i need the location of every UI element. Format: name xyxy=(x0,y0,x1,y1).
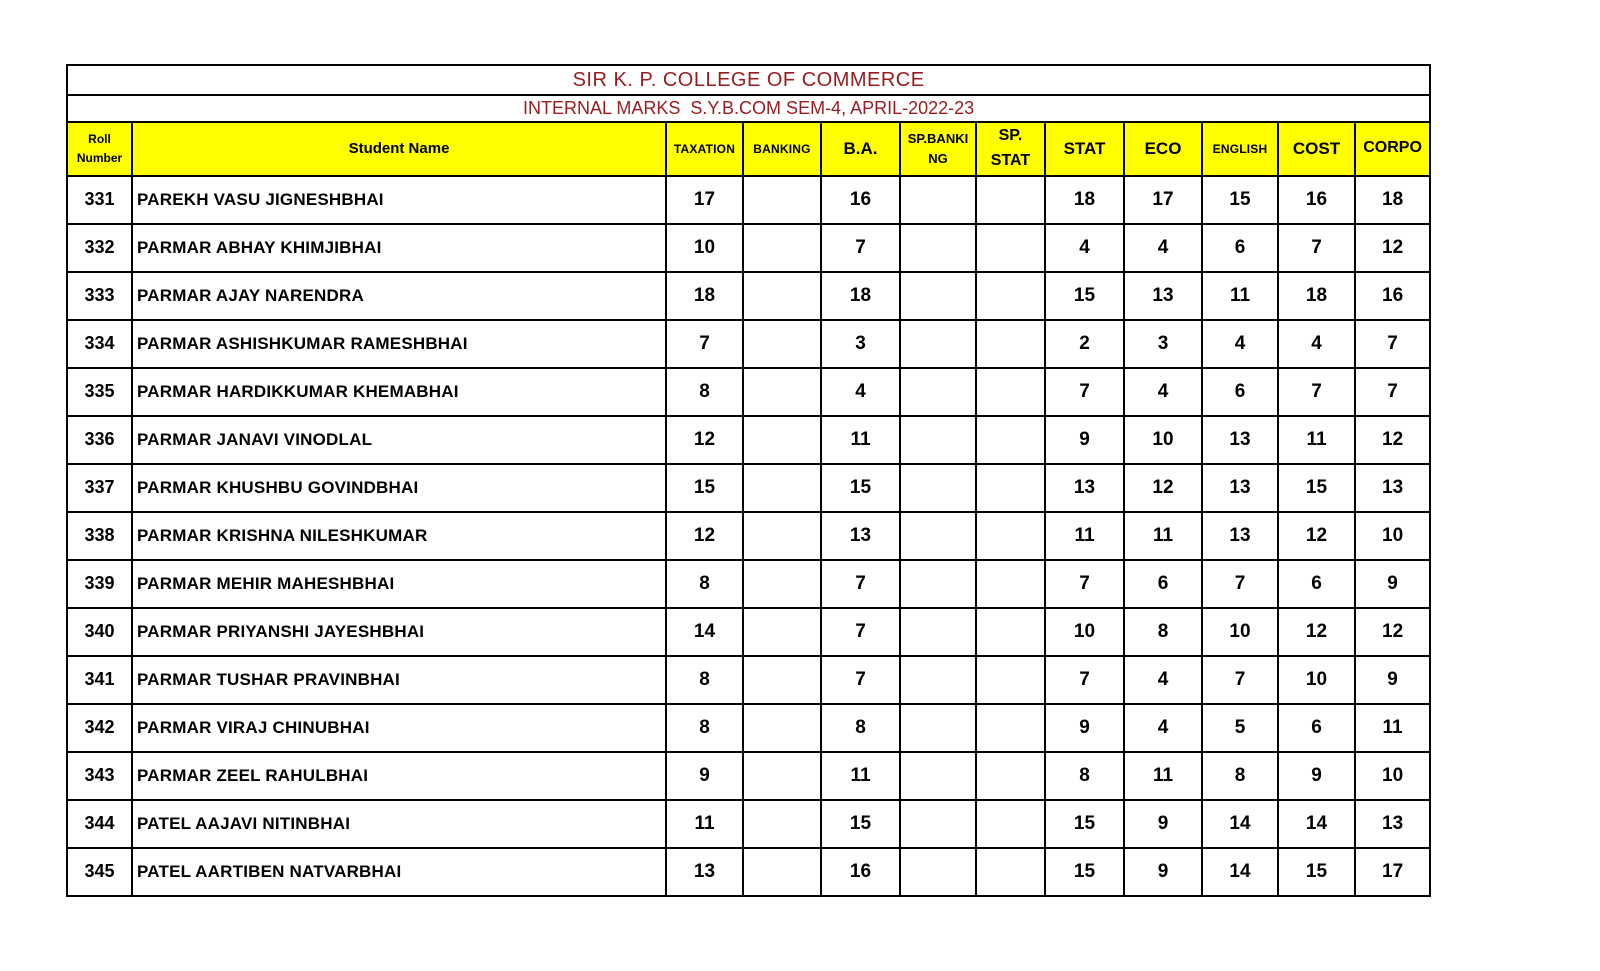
marks-cell: 7 xyxy=(1202,560,1278,608)
marks-cell: 15 xyxy=(1045,800,1124,848)
marks-cell xyxy=(900,608,976,656)
marks-cell: 11 xyxy=(666,800,743,848)
marks-cell: 11 xyxy=(1202,272,1278,320)
marks-cell: 15 xyxy=(821,800,900,848)
column-header-english: ENGLISH xyxy=(1202,122,1278,176)
column-header-sp-banking: SP.BANKING xyxy=(900,122,976,176)
marks-cell: 7 xyxy=(1045,560,1124,608)
marks-cell: 4 xyxy=(821,368,900,416)
marks-cell: 3 xyxy=(821,320,900,368)
marks-cell xyxy=(976,704,1045,752)
marks-cell: 7 xyxy=(821,656,900,704)
student-name-cell: PARMAR ASHISHKUMAR RAMESHBHAI xyxy=(132,320,666,368)
marks-cell: 7 xyxy=(1045,368,1124,416)
marks-cell xyxy=(743,464,821,512)
marks-cell: 16 xyxy=(1278,176,1355,224)
roll-number-cell: 345 xyxy=(67,848,132,896)
column-header-cost: COST xyxy=(1278,122,1355,176)
marks-cell: 13 xyxy=(821,512,900,560)
marks-cell: 4 xyxy=(1124,656,1202,704)
marks-cell: 8 xyxy=(1202,752,1278,800)
marks-cell: 11 xyxy=(1355,704,1430,752)
marks-cell: 9 xyxy=(1278,752,1355,800)
marks-cell: 8 xyxy=(1045,752,1124,800)
column-header-ba: B.A. xyxy=(821,122,900,176)
marks-cell: 4 xyxy=(1124,704,1202,752)
column-header-roll-number: Roll Number xyxy=(67,122,132,176)
marks-cell: 15 xyxy=(821,464,900,512)
student-name-cell: PATEL AAJAVI NITINBHAI xyxy=(132,800,666,848)
student-name-cell: PARMAR ZEEL RAHULBHAI xyxy=(132,752,666,800)
marks-cell: 7 xyxy=(1355,368,1430,416)
marks-cell xyxy=(976,560,1045,608)
title-row xyxy=(67,65,1430,95)
column-header-sp-stat: SP. STAT xyxy=(976,122,1045,176)
roll-number-cell: 334 xyxy=(67,320,132,368)
marks-cell xyxy=(743,704,821,752)
marks-cell: 10 xyxy=(666,224,743,272)
marks-cell: 8 xyxy=(821,704,900,752)
roll-number-cell: 335 xyxy=(67,368,132,416)
student-name-cell: PARMAR AJAY NARENDRA xyxy=(132,272,666,320)
marks-cell xyxy=(976,176,1045,224)
roll-number-cell: 333 xyxy=(67,272,132,320)
roll-number-cell: 332 xyxy=(67,224,132,272)
student-name-cell: PARMAR HARDIKKUMAR KHEMABHAI xyxy=(132,368,666,416)
marks-cell: 7 xyxy=(821,608,900,656)
roll-number-cell: 336 xyxy=(67,416,132,464)
table-row xyxy=(67,656,1430,704)
marks-cell xyxy=(900,464,976,512)
marks-cell xyxy=(900,416,976,464)
table-row xyxy=(67,224,1430,272)
student-name-cell: PARMAR TUSHAR PRAVINBHAI xyxy=(132,656,666,704)
marks-cell: 2 xyxy=(1045,320,1124,368)
marks-cell: 8 xyxy=(666,560,743,608)
table-row xyxy=(67,320,1430,368)
marks-cell xyxy=(743,656,821,704)
marks-cell xyxy=(900,800,976,848)
marks-cell xyxy=(743,752,821,800)
marks-cell: 9 xyxy=(1124,848,1202,896)
marks-cell: 11 xyxy=(821,752,900,800)
table-row xyxy=(67,176,1430,224)
column-header-corpo: CORPO xyxy=(1355,122,1430,176)
marks-cell: 7 xyxy=(1278,368,1355,416)
roll-number-cell: 337 xyxy=(67,464,132,512)
roll-number-cell: 340 xyxy=(67,608,132,656)
marks-cell xyxy=(976,656,1045,704)
column-header-student-name: Student Name xyxy=(132,122,666,176)
marks-cell: 17 xyxy=(1355,848,1430,896)
column-header-stat: STAT xyxy=(1045,122,1124,176)
marks-cell xyxy=(976,800,1045,848)
marks-cell: 7 xyxy=(1045,656,1124,704)
marks-cell: 10 xyxy=(1124,416,1202,464)
marks-cell: 16 xyxy=(821,848,900,896)
student-name-cell: PARMAR MEHIR MAHESHBHAI xyxy=(132,560,666,608)
marks-cell: 15 xyxy=(1278,464,1355,512)
column-header-eco: ECO xyxy=(1124,122,1202,176)
marks-cell: 16 xyxy=(821,176,900,224)
marks-cell xyxy=(743,320,821,368)
marks-cell xyxy=(743,512,821,560)
marks-cell: 7 xyxy=(666,320,743,368)
table-row xyxy=(67,608,1430,656)
marks-cell xyxy=(976,608,1045,656)
table-row xyxy=(67,272,1430,320)
marks-cell: 17 xyxy=(666,176,743,224)
marks-cell: 9 xyxy=(1124,800,1202,848)
marks-cell: 6 xyxy=(1278,704,1355,752)
marks-cell: 12 xyxy=(666,416,743,464)
marks-cell: 15 xyxy=(1202,176,1278,224)
marks-cell: 15 xyxy=(1045,848,1124,896)
marks-cell xyxy=(900,704,976,752)
marks-cell xyxy=(976,368,1045,416)
table-row xyxy=(67,800,1430,848)
marks-cell: 4 xyxy=(1202,320,1278,368)
marks-cell xyxy=(900,512,976,560)
column-header-row xyxy=(67,122,1430,176)
marks-cell: 15 xyxy=(1278,848,1355,896)
marks-cell: 9 xyxy=(666,752,743,800)
marks-cell: 17 xyxy=(1124,176,1202,224)
marks-cell: 13 xyxy=(1355,464,1430,512)
marks-cell xyxy=(976,320,1045,368)
marks-cell: 13 xyxy=(1124,272,1202,320)
marks-cell: 6 xyxy=(1124,560,1202,608)
roll-number-cell: 331 xyxy=(67,176,132,224)
marks-cell: 7 xyxy=(821,560,900,608)
marks-cell: 12 xyxy=(666,512,743,560)
marks-cell: 15 xyxy=(666,464,743,512)
marks-cell: 8 xyxy=(666,704,743,752)
marks-cell: 4 xyxy=(1124,368,1202,416)
marks-cell: 11 xyxy=(1278,416,1355,464)
marks-cell: 7 xyxy=(821,224,900,272)
roll-number-cell: 338 xyxy=(67,512,132,560)
marks-cell xyxy=(976,848,1045,896)
table-row xyxy=(67,416,1430,464)
marks-table-body xyxy=(67,176,1430,896)
marks-table-head-section xyxy=(67,65,1430,176)
marks-cell: 11 xyxy=(1124,752,1202,800)
marks-sheet xyxy=(66,64,1430,897)
marks-cell: 12 xyxy=(1278,608,1355,656)
marks-cell: 13 xyxy=(1202,416,1278,464)
marks-cell xyxy=(900,368,976,416)
marks-cell: 4 xyxy=(1045,224,1124,272)
college-title: SIR K. P. COLLEGE OF COMMERCE xyxy=(67,65,1430,95)
marks-cell: 14 xyxy=(1278,800,1355,848)
marks-cell: 18 xyxy=(1045,176,1124,224)
marks-cell xyxy=(743,608,821,656)
marks-cell: 9 xyxy=(1355,560,1430,608)
marks-cell: 12 xyxy=(1355,416,1430,464)
marks-cell xyxy=(976,416,1045,464)
marks-cell xyxy=(976,272,1045,320)
roll-number-cell: 339 xyxy=(67,560,132,608)
marks-cell: 14 xyxy=(666,608,743,656)
marks-cell: 6 xyxy=(1202,224,1278,272)
marks-cell: 13 xyxy=(1202,464,1278,512)
student-name-cell: PARMAR KHUSHBU GOVINDBHAI xyxy=(132,464,666,512)
marks-cell: 12 xyxy=(1355,608,1430,656)
marks-cell xyxy=(900,176,976,224)
marks-cell: 9 xyxy=(1045,416,1124,464)
student-name-cell: PARMAR ABHAY KHIMJIBHAI xyxy=(132,224,666,272)
marks-cell xyxy=(743,272,821,320)
marks-cell xyxy=(976,464,1045,512)
marks-cell xyxy=(900,848,976,896)
marks-cell: 8 xyxy=(666,368,743,416)
marks-cell: 10 xyxy=(1045,608,1124,656)
marks-cell xyxy=(743,800,821,848)
marks-cell: 16 xyxy=(1355,272,1430,320)
marks-cell: 18 xyxy=(821,272,900,320)
marks-cell: 6 xyxy=(1202,368,1278,416)
marks-cell: 15 xyxy=(1045,272,1124,320)
marks-cell: 11 xyxy=(1124,512,1202,560)
marks-cell xyxy=(976,512,1045,560)
marks-cell: 10 xyxy=(1202,608,1278,656)
roll-number-cell: 344 xyxy=(67,800,132,848)
table-row xyxy=(67,368,1430,416)
marks-cell xyxy=(743,224,821,272)
roll-number-cell: 341 xyxy=(67,656,132,704)
student-name-cell: PAREKH VASU JIGNESHBHAI xyxy=(132,176,666,224)
marks-cell: 18 xyxy=(666,272,743,320)
column-header-taxation: TAXATION xyxy=(666,122,743,176)
marks-cell: 10 xyxy=(1355,752,1430,800)
student-name-cell: PARMAR PRIYANSHI JAYESHBHAI xyxy=(132,608,666,656)
marks-cell: 4 xyxy=(1278,320,1355,368)
marks-cell: 9 xyxy=(1045,704,1124,752)
marks-cell xyxy=(743,176,821,224)
marks-cell xyxy=(900,656,976,704)
marks-cell: 3 xyxy=(1124,320,1202,368)
marks-cell: 18 xyxy=(1278,272,1355,320)
table-row xyxy=(67,752,1430,800)
marks-cell: 11 xyxy=(821,416,900,464)
table-row xyxy=(67,560,1430,608)
student-name-cell: PATEL AARTIBEN NATVARBHAI xyxy=(132,848,666,896)
table-row xyxy=(67,464,1430,512)
marks-cell xyxy=(976,752,1045,800)
marks-cell: 14 xyxy=(1202,848,1278,896)
marks-cell xyxy=(900,272,976,320)
marks-cell: 14 xyxy=(1202,800,1278,848)
marks-cell: 4 xyxy=(1124,224,1202,272)
table-row xyxy=(67,704,1430,752)
student-name-cell: PARMAR VIRAJ CHINUBHAI xyxy=(132,704,666,752)
marks-cell: 13 xyxy=(1045,464,1124,512)
marks-cell xyxy=(900,560,976,608)
table-row xyxy=(67,512,1430,560)
marks-cell: 13 xyxy=(666,848,743,896)
student-name-cell: PARMAR JANAVI VINODLAL xyxy=(132,416,666,464)
marks-cell: 10 xyxy=(1278,656,1355,704)
column-header-banking: BANKING xyxy=(743,122,821,176)
table-row xyxy=(67,848,1430,896)
roll-number-cell: 343 xyxy=(67,752,132,800)
marks-cell: 6 xyxy=(1278,560,1355,608)
marks-cell: 13 xyxy=(1202,512,1278,560)
sheet-subtitle: INTERNAL MARKS S.Y.B.COM SEM-4, APRIL-2022-23 xyxy=(67,95,1430,122)
marks-cell: 13 xyxy=(1355,800,1430,848)
marks-table xyxy=(66,64,1431,897)
marks-cell xyxy=(743,416,821,464)
roll-number-cell: 342 xyxy=(67,704,132,752)
marks-cell: 18 xyxy=(1355,176,1430,224)
marks-cell: 7 xyxy=(1202,656,1278,704)
marks-cell xyxy=(976,224,1045,272)
marks-cell: 12 xyxy=(1278,512,1355,560)
marks-cell xyxy=(743,560,821,608)
marks-cell: 5 xyxy=(1202,704,1278,752)
marks-cell: 7 xyxy=(1278,224,1355,272)
marks-cell: 11 xyxy=(1045,512,1124,560)
marks-cell: 8 xyxy=(1124,608,1202,656)
marks-cell xyxy=(900,320,976,368)
marks-cell: 8 xyxy=(666,656,743,704)
marks-cell: 10 xyxy=(1355,512,1430,560)
marks-cell: 12 xyxy=(1355,224,1430,272)
marks-cell xyxy=(900,752,976,800)
student-name-cell: PARMAR KRISHNA NILESHKUMAR xyxy=(132,512,666,560)
subtitle-row xyxy=(67,95,1430,122)
marks-cell xyxy=(900,224,976,272)
marks-cell xyxy=(743,848,821,896)
marks-cell xyxy=(743,368,821,416)
marks-cell: 9 xyxy=(1355,656,1430,704)
marks-cell: 7 xyxy=(1355,320,1430,368)
marks-cell: 12 xyxy=(1124,464,1202,512)
